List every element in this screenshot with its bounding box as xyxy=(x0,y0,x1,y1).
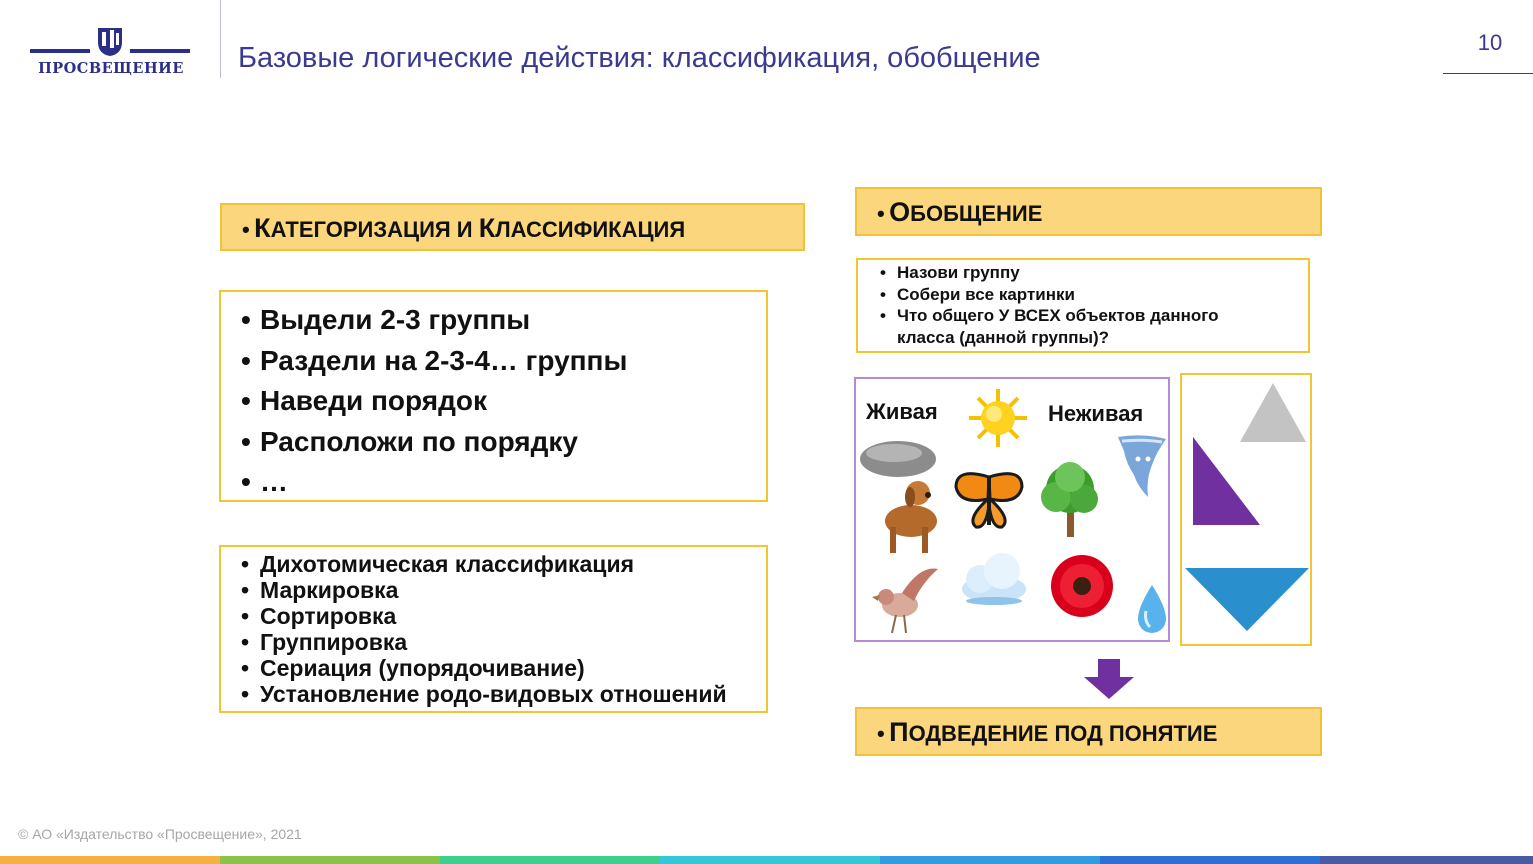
pictures-panel xyxy=(854,377,1170,642)
list-item: • Группировка xyxy=(241,629,408,655)
list-item: • Установление родо-видовых отношений xyxy=(241,681,727,707)
prompts-box xyxy=(856,258,1310,353)
shapes-panel xyxy=(1180,373,1312,646)
water-drop-icon xyxy=(1138,585,1166,633)
list-item: • … xyxy=(241,466,288,497)
prompts-list xyxy=(880,262,1219,348)
list-item: • Что общего У ВСЕХ объектов данного xyxy=(880,306,1219,325)
list-item: • Дихотомическая классификация xyxy=(241,551,635,577)
list-item: • Собери все картинки xyxy=(880,284,1075,304)
categorization-heading: • КАТЕГОРИЗАЦИЯ И КЛАССИФИКАЦИЯ xyxy=(242,213,686,243)
footer-stripe xyxy=(440,856,660,864)
footer-stripe xyxy=(660,856,880,864)
generalization-banner xyxy=(855,187,1322,236)
stone-icon xyxy=(860,441,936,477)
concept-heading: • ПОДВЕДЕНИЕ ПОД ПОНЯТИЕ xyxy=(877,717,1218,747)
footer-stripe xyxy=(220,856,440,864)
footer-stripe xyxy=(880,856,1100,864)
publisher-logo xyxy=(30,24,190,80)
tornado-icon xyxy=(1118,435,1166,497)
list-item: • Сериация (упорядочивание) xyxy=(241,655,585,681)
actions-box xyxy=(219,290,768,502)
list-item: • Выдели 2-3 группы xyxy=(241,304,531,335)
concept-banner xyxy=(855,707,1322,756)
methods-box xyxy=(219,545,768,713)
footer-stripe xyxy=(0,856,220,864)
flower-icon xyxy=(1051,555,1113,617)
cloud-icon xyxy=(962,553,1026,605)
list-item: • Сортировка xyxy=(241,603,397,629)
list-item: класса (данной группы)? xyxy=(897,327,1110,347)
page-title: Базовые логические действия: классификация, обобщение xyxy=(238,42,1041,74)
arrow-down-icon xyxy=(1083,659,1135,701)
list-item: • Маркировка xyxy=(241,577,399,603)
categorization-banner xyxy=(220,203,805,251)
copyright: © АО «Издательство «Просвещение», 2021 xyxy=(18,826,302,842)
nonliving-label: Неживая xyxy=(1048,401,1144,426)
list-item: • Расположи по порядку xyxy=(241,425,579,457)
actions-list xyxy=(241,300,627,503)
list-item: • Раздели на 2-3-4… группы xyxy=(241,344,628,376)
butterfly-icon xyxy=(956,474,1022,527)
bird-icon xyxy=(872,569,938,634)
sun-icon xyxy=(969,389,1027,447)
footer-stripe xyxy=(1320,856,1533,864)
logo-mark-icon xyxy=(30,24,190,58)
footer-stripe xyxy=(1100,856,1320,864)
living-label: Живая xyxy=(866,399,938,424)
header-divider xyxy=(220,0,221,78)
tree-icon xyxy=(1041,462,1098,537)
blue-triangle-icon xyxy=(1185,568,1309,631)
slide-number: 10 xyxy=(1477,30,1503,55)
dog-icon xyxy=(885,481,937,553)
logo-text: ПРОСВЕЩЕНИЕ xyxy=(38,60,184,77)
list-item: • Наведи порядок xyxy=(241,385,487,416)
list-item: • Назови группу xyxy=(880,263,1020,282)
grey-triangle-icon xyxy=(1240,383,1306,442)
slide-number-underline xyxy=(1443,73,1533,74)
purple-triangle-icon xyxy=(1193,437,1260,525)
generalization-heading: • ОБОБЩЕНИЕ xyxy=(877,197,1043,227)
methods-list xyxy=(241,551,727,707)
